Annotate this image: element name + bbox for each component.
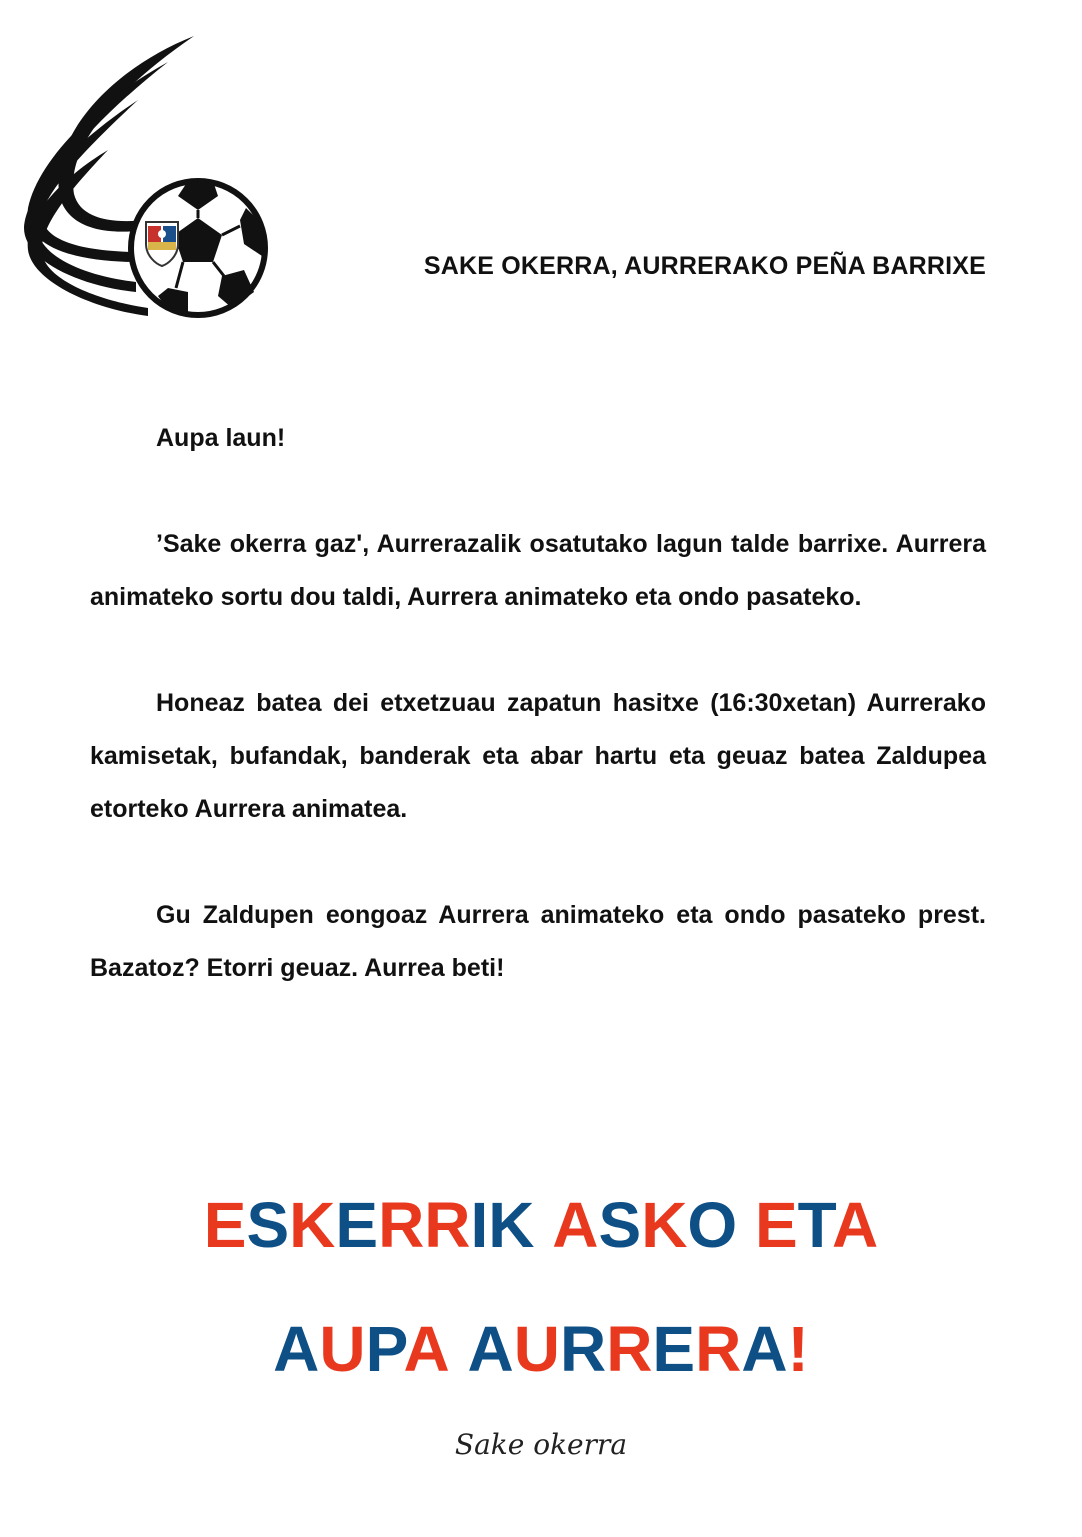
closing-letter: S — [246, 1189, 290, 1261]
closing-letter: A — [741, 1313, 788, 1385]
closing-letter: R — [559, 1313, 607, 1385]
closing-letter: A — [832, 1189, 879, 1261]
closing-letter: A — [552, 1189, 599, 1261]
closing-letter: R — [606, 1313, 653, 1385]
closing-letter: K — [488, 1189, 535, 1261]
closing-letter — [535, 1189, 553, 1261]
closing-letter: O — [687, 1189, 738, 1261]
closing-letter — [737, 1189, 755, 1261]
closing-line-aupa-aurrera — [0, 1312, 1082, 1386]
closing-letter: A — [273, 1313, 320, 1385]
closing-letter: S — [598, 1189, 642, 1261]
paragraph-1: ’Sake okerra gaz', Aurrerazalik osatutako lagun talde barrixe. Aurrera animateko sortu dou taldi, Aurrera animateko eta ondo pasateko. — [90, 530, 986, 611]
closing-letter: K — [289, 1189, 336, 1261]
closing-letter: E — [652, 1313, 696, 1385]
signature: Sake okerra — [454, 1428, 628, 1461]
football-logo-icon — [18, 30, 278, 330]
closing-letter: T — [797, 1189, 832, 1261]
paragraph-3: Gu Zaldupen eongoaz Aurrera animateko eta ondo pasateko prest. Bazatoz? Etorri geuaz. Aurrea beti! — [90, 901, 986, 982]
closing-letter: R — [695, 1313, 742, 1385]
closing-line-thanks — [0, 1188, 1082, 1262]
paragraph-2: Honeaz batea dei etxetzuau zapatun hasitxe (16:30xetan) Aurrerako kamisetak, bufandak, banderak eta abar hartu eta geuaz batea Zaldupea etorteko Aurrera animatea. — [90, 689, 986, 823]
closing-letter: R — [424, 1189, 471, 1261]
greeting: Aupa laun! — [156, 424, 286, 452]
closing-letter: I — [470, 1189, 489, 1261]
closing-letter: U — [319, 1313, 366, 1385]
closing-letter: ! — [787, 1313, 809, 1385]
closing-letter: P — [365, 1313, 404, 1385]
closing-letter: U — [513, 1313, 560, 1385]
closing-letter: A — [467, 1313, 514, 1385]
closing-letter — [450, 1313, 468, 1385]
closing-letter: E — [203, 1189, 247, 1261]
letter-body — [90, 412, 986, 995]
closing-letter: R — [378, 1189, 425, 1261]
closing-letter: E — [335, 1189, 379, 1261]
closing-letter: K — [641, 1189, 688, 1261]
page-title: SAKE OKERRA, AURRERAKO PEÑA BARRIXE — [423, 252, 986, 280]
closing-letter: E — [754, 1189, 798, 1261]
closing-letter: A — [403, 1313, 450, 1385]
